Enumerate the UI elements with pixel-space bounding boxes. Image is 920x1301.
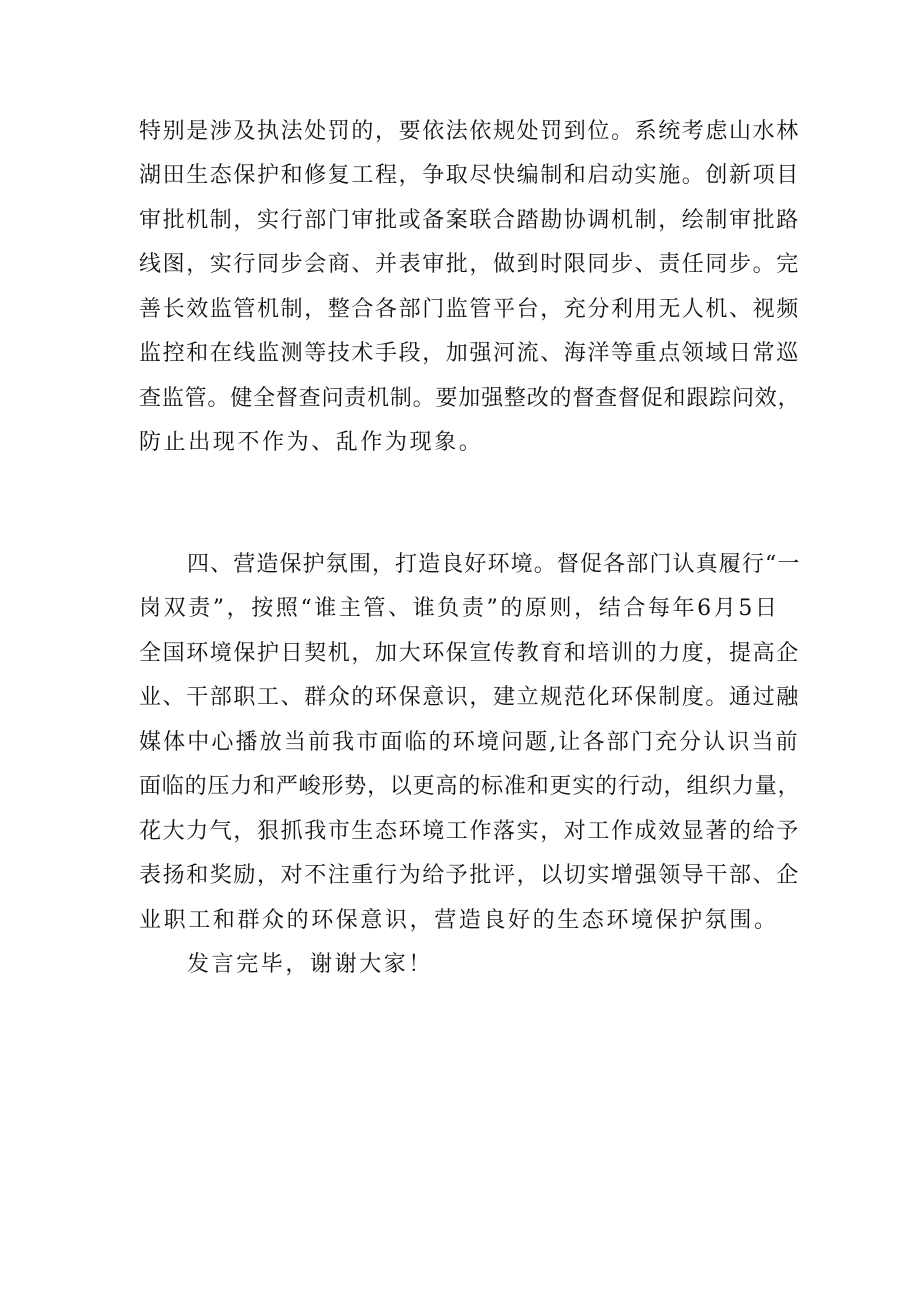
paragraph-line: 全国环境保护日契机，加大环保宣传教育和培训的力度，提高企 bbox=[139, 641, 800, 666]
paragraph-line: 业、干部职工、群众的环保意识，建立规范化环保制度。通过融 bbox=[139, 685, 800, 710]
paragraph-line: 防止出现不作为、乱作为现象。 bbox=[139, 430, 484, 455]
paragraph-line: 媒体中心播放当前我市面临的环境问题,让各部门充分认识当前 bbox=[139, 730, 800, 755]
paragraph-line: 监控和在线监测等技术手段，加强河流、海洋等重点领域日常巡 bbox=[139, 341, 800, 366]
paragraph-line: 湖田生态保护和修复工程，争取尽快编制和启动实施。创新项目 bbox=[139, 163, 800, 188]
paragraph-line: 特别是涉及执法处罚的，要依法依规处罚到位。系统考虑山水林 bbox=[139, 119, 800, 144]
paragraph-line: 岗双责”，按照“谁主管、谁负责”的原则，结合每年6月5日 bbox=[139, 596, 780, 621]
paragraph-line: 花大力气，狠抓我市生态环境工作落实，对工作成效显著的给予 bbox=[139, 819, 800, 844]
closing-remark: 发言完毕，谢谢大家！ bbox=[187, 952, 434, 977]
paragraph-line: 表扬和奖励，对不注重行为给予批评，以切实增强领导干部、企 bbox=[139, 863, 800, 888]
paragraph-line: 面临的压力和严峻形势，以更高的标准和更实的行动，组织力量， bbox=[139, 774, 801, 799]
paragraph-line: 审批机制，实行部门审批或备案联合踏勘协调机制，绘制审批路 bbox=[139, 208, 800, 233]
paragraph-line: 查监管。健全督查问责机制。要加强整改的督查督促和跟踪问效， bbox=[139, 386, 801, 411]
paragraph-line: 善长效监管机制，整合各部门监管平台，充分利用无人机、视频 bbox=[139, 297, 800, 322]
paragraph-line: 业职工和群众的环保意识，营造良好的生态环境保护氛围。 bbox=[139, 908, 779, 933]
paragraph-line: 四、营造保护氛围，打造良好环境。督促各部门认真履行“一 bbox=[187, 552, 801, 577]
paragraph-line: 线图，实行同步会商、并表审批，做到时限同步、责任同步。完 bbox=[139, 252, 800, 277]
